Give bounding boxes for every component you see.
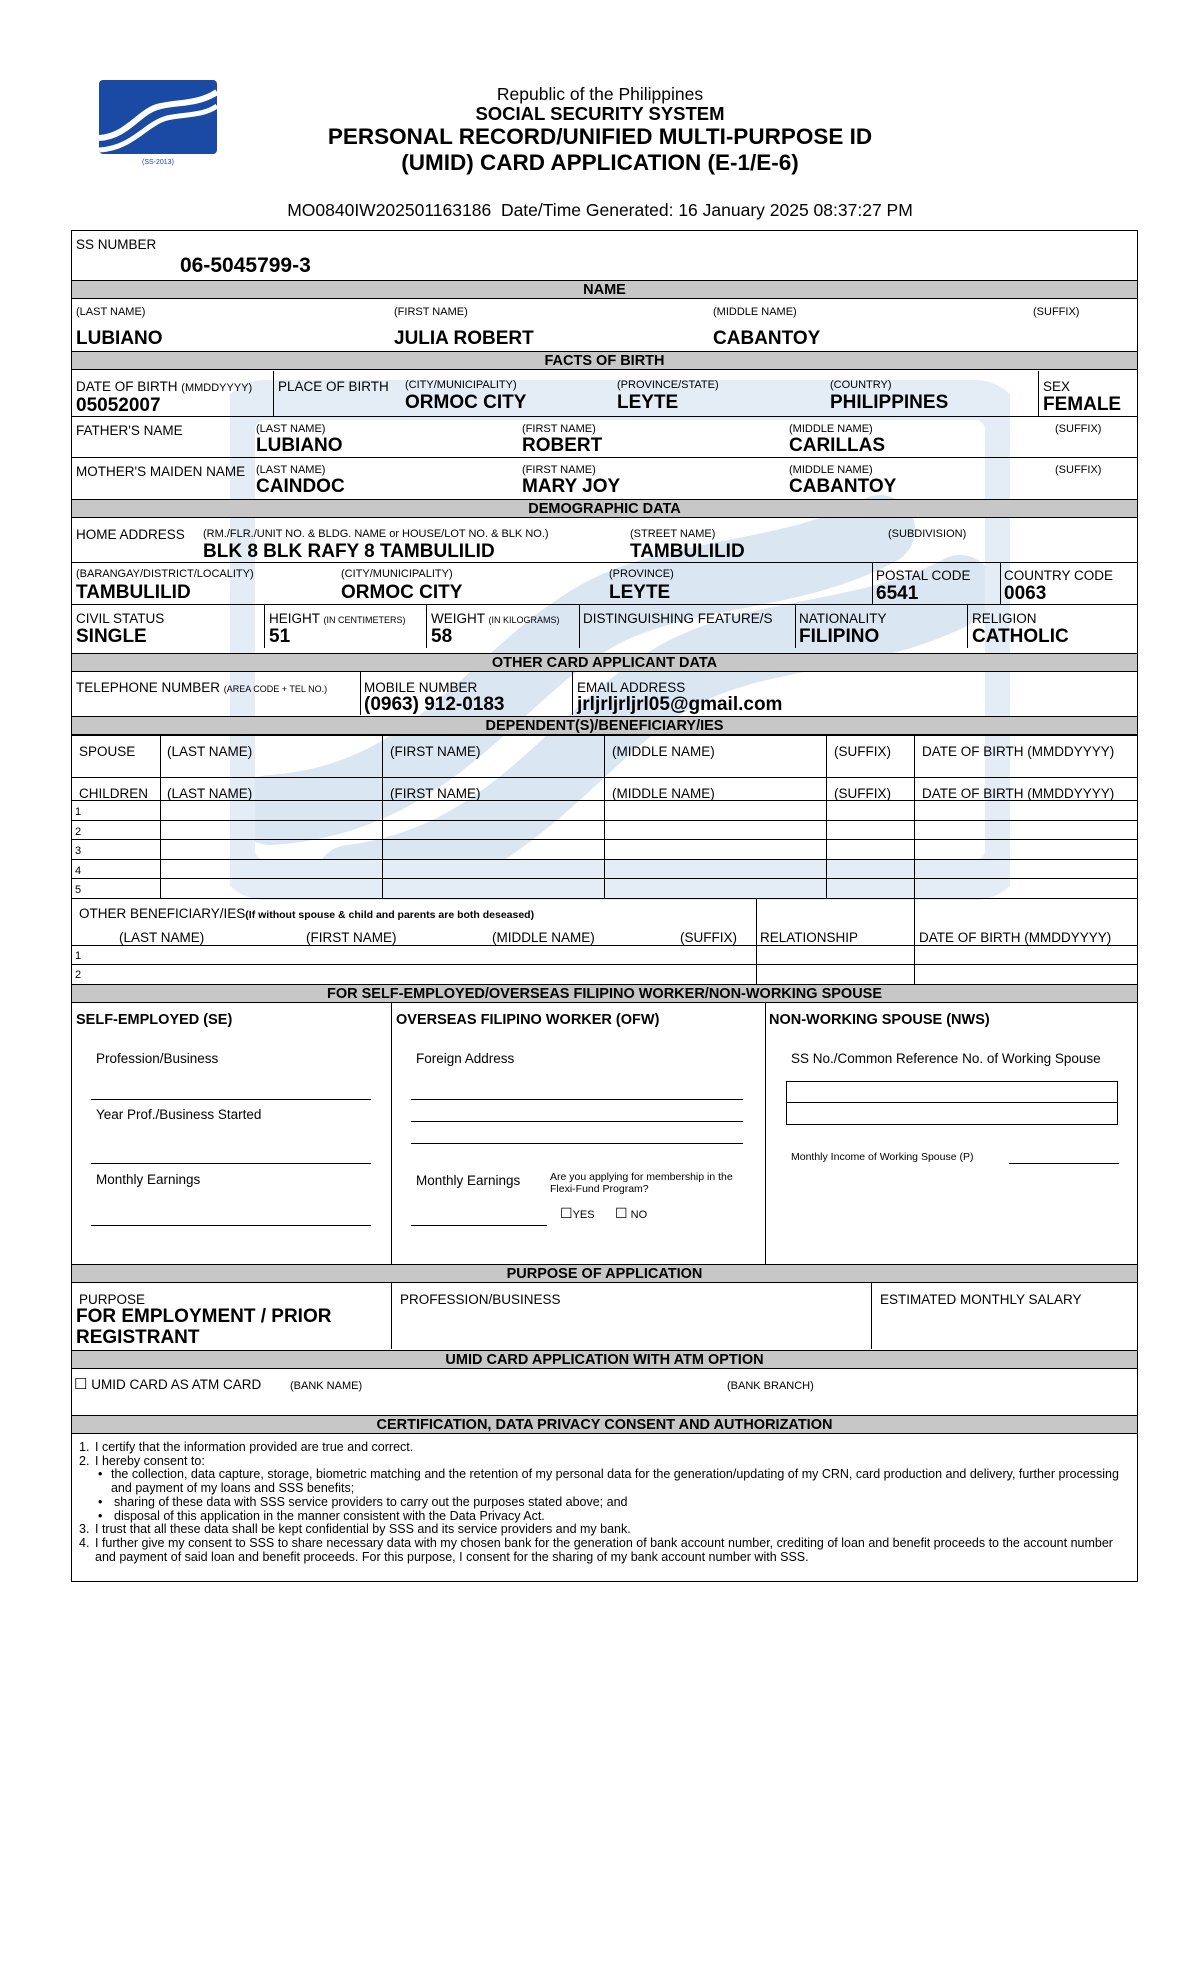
certification-text <box>79 1441 1129 1564</box>
se-title: SELF-EMPLOYED (SE) <box>76 1012 233 1028</box>
spouse-middle-label: (MIDDLE NAME) <box>612 744 715 759</box>
father-middle-label: (MIDDLE NAME) <box>789 423 873 435</box>
applicant-first-name: JULIA ROBERT <box>394 328 534 349</box>
se-profession-label: Profession/Business <box>96 1051 219 1066</box>
generated-label: Date/Time Generated: <box>500 200 674 220</box>
civil-status-label: CIVIL STATUS <box>76 611 165 626</box>
child-row-3: 3 <box>75 845 82 857</box>
ben-first-label: (FIRST NAME) <box>306 930 397 945</box>
sex-label: SEX <box>1043 379 1071 394</box>
children-label: CHILDREN <box>79 786 149 801</box>
children-first-label: (FIRST NAME) <box>390 786 481 801</box>
other-beneficiary-note: (If without spouse & child and parents are both deseased) <box>245 909 535 921</box>
mother-middle-label: (MIDDLE NAME) <box>789 464 873 476</box>
child-row-4: 4 <box>75 865 82 877</box>
applicant-sex: FEMALE <box>1043 394 1122 415</box>
form-title-2: (UMID) CARD APPLICATION (E-1/E-6) <box>401 150 799 175</box>
children-dob-label: DATE OF BIRTH (MMDDYYYY) <box>922 786 1115 801</box>
se-year-label: Year Prof./Business Started <box>96 1107 262 1122</box>
republic-text: Republic of the Philippines <box>496 84 704 104</box>
agency-text: SOCIAL SECURITY SYSTEM <box>475 103 725 124</box>
ss-number-value: 06-5045799-3 <box>180 254 311 277</box>
father-label: FATHER'S NAME <box>76 423 183 438</box>
nws-title: NON-WORKING SPOUSE (NWS) <box>769 1012 990 1028</box>
child-row-1: 1 <box>75 806 82 818</box>
barangay-value: TAMBULILID <box>76 582 191 603</box>
height-value: 51 <box>269 626 291 647</box>
ben-last-label: (LAST NAME) <box>119 930 205 945</box>
birth-country: PHILIPPINES <box>830 392 949 413</box>
cert-num-4: 4. <box>79 1535 90 1550</box>
ben-dob-label: DATE OF BIRTH (MMDDYYYY) <box>919 930 1112 945</box>
telephone-label-text: TELEPHONE NUMBER <box>76 680 221 695</box>
mobile-value: (0963) 912-0183 <box>364 694 505 715</box>
bullet-1: • <box>98 1467 103 1482</box>
ben-middle-label: (MIDDLE NAME) <box>492 930 595 945</box>
generated-datetime: 16 January 2025 08:37:27 PM <box>678 200 913 220</box>
section-name: NAME <box>72 280 1137 299</box>
mother-last-name: CAINDOC <box>256 476 345 497</box>
home-address-value: BLK 8 BLK RAFY 8 TAMBULILID <box>203 541 495 562</box>
nws-ss-box[interactable] <box>786 1081 1118 1125</box>
email-label: EMAIL ADDRESS <box>577 680 686 695</box>
ofw-title: OVERSEAS FILIPINO WORKER (OFW) <box>396 1012 660 1028</box>
dob-label <box>76 379 252 394</box>
children-middle-label: (MIDDLE NAME) <box>612 786 715 801</box>
other-beneficiary-text: OTHER BENEFICIARY/IES <box>79 906 246 921</box>
ofw-monthly-label: Monthly Earnings <box>416 1173 521 1188</box>
father-last-name: LUBIANO <box>256 435 343 456</box>
mother-middle-name: CABANTOY <box>789 476 897 497</box>
child-row-2: 2 <box>75 826 82 838</box>
flexi-question: Are you applying for membership in the Flexi-Fund Program? <box>550 1171 733 1195</box>
purpose-value: FOR EMPLOYMENT / PRIOR REGISTRANT <box>76 1306 332 1348</box>
spouse-suffix-label: (SUFFIX) <box>834 744 891 759</box>
profession-business-label: PROFESSION/BUSINESS <box>400 1292 561 1307</box>
telephone-label <box>76 680 327 695</box>
mother-first-label: (FIRST NAME) <box>522 464 596 476</box>
weight-label-text: WEIGHT <box>431 611 485 626</box>
pob-city-label: (CITY/MUNICIPALITY) <box>405 379 517 391</box>
religion-value: CATHOLIC <box>972 626 1069 647</box>
birth-province: LEYTE <box>617 392 679 413</box>
telephone-unit: (AREA CODE + TEL NO.) <box>223 684 328 694</box>
weight-unit: (IN KILOGRAMS) <box>488 615 560 625</box>
atm-checkbox-icon[interactable]: ☐ <box>74 1376 88 1393</box>
nws-ss-label: SS No./Common Reference No. of Working Spouse <box>791 1051 1101 1066</box>
children-suffix-label: (SUFFIX) <box>834 786 891 801</box>
pob-label: PLACE OF BIRTH <box>278 379 389 394</box>
cert-item-2: I hereby consent to: <box>95 1453 205 1468</box>
applicant-middle-name: CABANTOY <box>713 328 821 349</box>
bullet-2: • <box>98 1494 103 1509</box>
other-beneficiary-label <box>79 906 534 923</box>
spouse-dob-label: DATE OF BIRTH (MMDDYYYY) <box>922 744 1115 759</box>
country-code-value: 0063 <box>1004 583 1047 604</box>
spouse-last-label: (LAST NAME) <box>167 744 253 759</box>
atm-text: UMID CARD AS ATM CARD <box>91 1377 262 1392</box>
father-suffix-label: (SUFFIX) <box>1055 423 1102 435</box>
barangay-label: (BARANGAY/DISTRICT/LOCALITY) <box>76 568 254 580</box>
nationality-value: FILIPINO <box>799 626 880 647</box>
province-value: LEYTE <box>609 582 671 603</box>
reference-number: MO0840IW202501163186 <box>287 200 492 220</box>
religion-label: RELIGION <box>972 611 1037 626</box>
birth-city: ORMOC CITY <box>405 392 527 413</box>
section-self-employed: FOR SELF-EMPLOYED/OVERSEAS FILIPINO WORKER/NON-WORKING SPOUSE <box>72 984 1137 1003</box>
email-value: jrljrljrljrl05@gmail.com <box>577 694 783 715</box>
no-checkbox-icon[interactable]: ☐ <box>615 1205 628 1221</box>
label-middle-name: (MIDDLE NAME) <box>713 306 797 318</box>
street-value: TAMBULILID <box>630 541 745 562</box>
mobile-label: MOBILE NUMBER <box>364 680 478 695</box>
se-monthly-label: Monthly Earnings <box>96 1172 201 1187</box>
subdivision-label: (SUBDIVISION) <box>888 528 967 540</box>
distinguishing-features-label: DISTINGUISHING FEATURE/S <box>583 611 773 626</box>
cert-num-2: 2. <box>79 1453 90 1468</box>
cert-bullet-3: disposal of this application in the manner consistent with the Data Privacy Act. <box>114 1508 545 1523</box>
form-title-1: PERSONAL RECORD/UNIFIED MULTI-PURPOSE ID <box>327 124 873 149</box>
height-label-text: HEIGHT <box>269 611 320 626</box>
cert-num-1: 1. <box>79 1440 90 1454</box>
height-unit: (IN CENTIMETERS) <box>323 615 406 625</box>
yes-checkbox-icon[interactable]: ☐ <box>560 1205 573 1221</box>
cert-item-4: I further give my consent to SSS to share necessary data with my chosen bank for the generation of bank account number, crediting of loan and benefit proceeds to the account number and payment of said loan and benefit proceeds. For this purpose, I consent for the sharing of my bank account number with SSS. <box>95 1535 1113 1564</box>
city-label: (CITY/MUNICIPALITY) <box>341 568 453 580</box>
cert-item-1: I certify that the information provided are true and correct. <box>95 1440 414 1454</box>
no-text: NO <box>630 1209 648 1221</box>
ben-relationship-label: RELATIONSHIP <box>760 930 859 945</box>
cert-item-3: I trust that all these data shall be kept confidential by SSS and its service providers and my bank. <box>95 1522 631 1537</box>
nws-income-label: Monthly Income of Working Spouse (P) <box>791 1151 974 1163</box>
label-suffix: (SUFFIX) <box>1033 306 1080 318</box>
label-last-name: (LAST NAME) <box>76 306 146 318</box>
reference-line <box>0 200 1200 221</box>
pob-province-label: (PROVINCE/STATE) <box>617 379 719 391</box>
mother-last-label: (LAST NAME) <box>256 464 326 476</box>
street-label: (STREET NAME) <box>630 528 716 540</box>
father-last-label: (LAST NAME) <box>256 423 326 435</box>
cert-bullet-2: sharing of these data with SSS service providers to carry out the purposes stated above; and <box>114 1494 628 1509</box>
section-umid-atm: UMID CARD APPLICATION WITH ATM OPTION <box>72 1350 1137 1369</box>
atm-option[interactable] <box>74 1377 261 1392</box>
country-code-label: COUNTRY CODE <box>1004 568 1114 583</box>
child-row-5: 5 <box>75 884 82 896</box>
flexi-yes-option[interactable] <box>560 1205 595 1222</box>
section-dependents: DEPENDENT(S)/BENEFICIARY/IES <box>72 716 1137 735</box>
section-certification: CERTIFICATION, DATA PRIVACY CONSENT AND AUTHORIZATION <box>72 1415 1137 1434</box>
children-last-label: (LAST NAME) <box>167 786 253 801</box>
section-facts-of-birth: FACTS OF BIRTH <box>72 351 1137 370</box>
label-first-name: (FIRST NAME) <box>394 306 468 318</box>
bank-name-label: (BANK NAME) <box>290 1380 363 1392</box>
height-label <box>269 611 406 626</box>
city-value: ORMOC CITY <box>341 582 463 603</box>
father-first-label: (FIRST NAME) <box>522 423 596 435</box>
civil-status-value: SINGLE <box>76 626 147 647</box>
bullet-3: • <box>98 1508 103 1523</box>
estimated-salary-label: ESTIMATED MONTHLY SALARY <box>880 1292 1082 1307</box>
home-address-detail-label: (RM./FLR./UNIT NO. & BLDG. NAME or HOUSE/LOT NO. & BLK NO.) <box>203 528 549 540</box>
purpose-label: PURPOSE <box>79 1292 146 1307</box>
applicant-last-name: LUBIANO <box>76 328 163 349</box>
weight-value: 58 <box>431 626 453 647</box>
home-address-label: HOME ADDRESS <box>76 527 185 542</box>
ben-row-1: 1 <box>75 950 82 962</box>
section-purpose: PURPOSE OF APPLICATION <box>72 1264 1137 1283</box>
section-demographic: DEMOGRAPHIC DATA <box>72 499 1137 518</box>
postal-code-value: 6541 <box>876 583 919 604</box>
cert-num-3: 3. <box>79 1522 90 1537</box>
bank-branch-label: (BANK BRANCH) <box>727 1380 814 1392</box>
ben-suffix-label: (SUFFIX) <box>680 930 737 945</box>
father-first-name: ROBERT <box>522 435 603 456</box>
applicant-dob: 05052007 <box>76 395 161 416</box>
section-other-card-data: OTHER CARD APPLICANT DATA <box>72 653 1137 672</box>
logo-code: (SS-2013) <box>142 159 174 166</box>
flexi-no-option[interactable] <box>615 1205 647 1222</box>
dob-format: (MMDDYYYY) <box>181 382 253 394</box>
ss-number-label: SS NUMBER <box>76 237 157 252</box>
mother-label: MOTHER'S MAIDEN NAME <box>76 464 246 479</box>
mother-first-name: MARY JOY <box>522 476 621 497</box>
ofw-foreign-label: Foreign Address <box>416 1051 515 1066</box>
cert-bullet-1: the collection, data capture, storage, biometric matching and the retention of my personal data for the generation/updating of my CRN, card production and delivery, further processing and payment of my loans and SSS benefits; <box>110 1467 1119 1496</box>
pob-country-label: (COUNTRY) <box>830 379 892 391</box>
ben-row-2: 2 <box>75 969 82 981</box>
father-middle-name: CARILLAS <box>789 435 886 456</box>
weight-label <box>431 611 560 626</box>
yes-text: YES <box>572 1209 595 1221</box>
province-label: (PROVINCE) <box>609 568 674 580</box>
mother-suffix-label: (SUFFIX) <box>1055 464 1102 476</box>
spouse-label: SPOUSE <box>79 744 136 759</box>
postal-code-label: POSTAL CODE <box>876 568 971 583</box>
dob-label-text: DATE OF BIRTH <box>76 379 178 394</box>
spouse-first-label: (FIRST NAME) <box>390 744 481 759</box>
nationality-label: NATIONALITY <box>799 611 887 626</box>
